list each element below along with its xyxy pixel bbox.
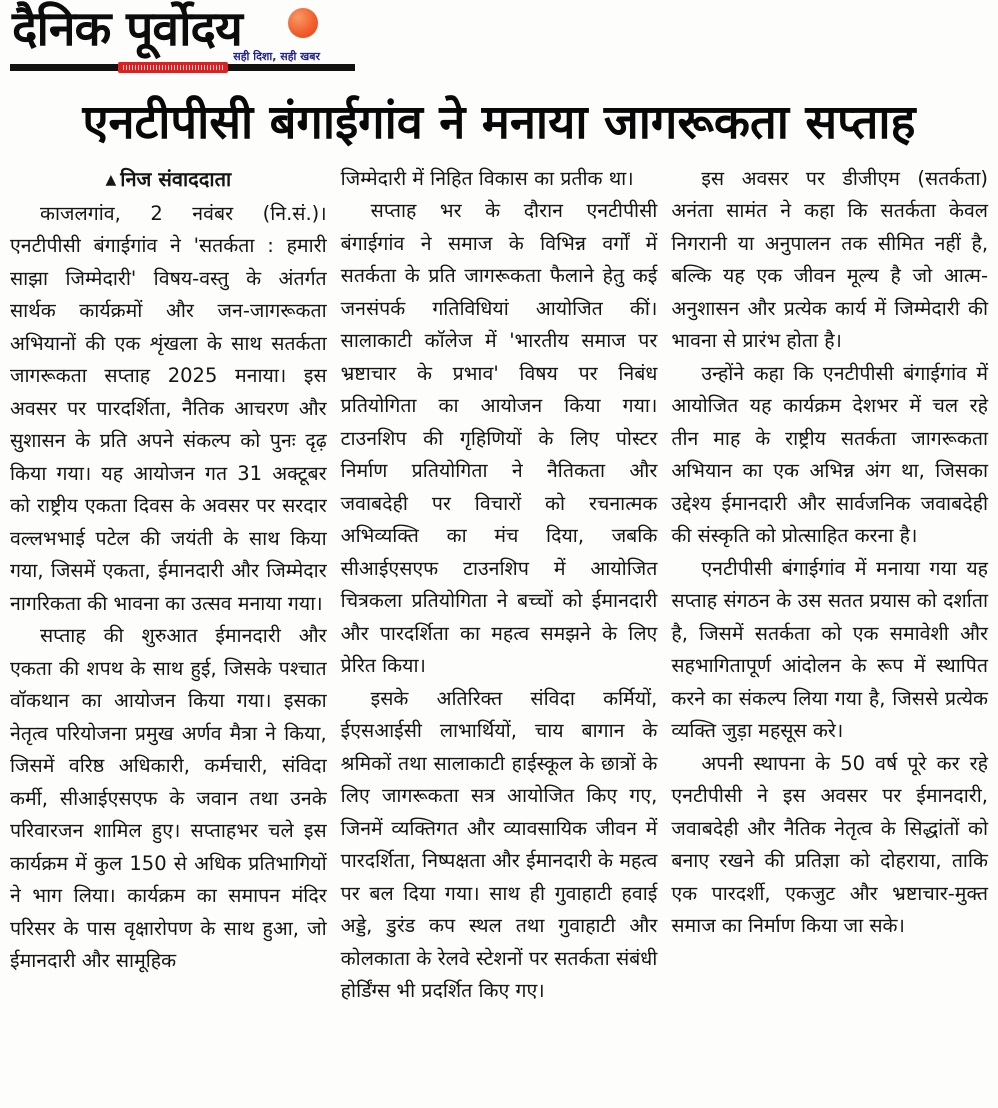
byline: [10, 163, 327, 198]
article-column: [10, 163, 327, 1008]
paragraph: इसके अतिरिक्त संविदा कर्मियों, ईएसआईसी लाभार्थियों, चाय बागान के श्रमिकों तथा सालाकाटी हाईस्कूल के छात्रों के लिए जागरूकता सत्र आयोजित किए गए, जिनमें व्यक्तिगत और व्यावसायिक जीवन में पारदर्शिता, निष्पक्षता और ईमानदारी के महत्व पर बल दिया गया। साथ ही गुवाहाटी हवाई अड्डे, डुरंड कप स्थल तथा गुवाहाटी और कोलकाता के रेलवे स्टेशनों पर सतर्कता संबंधी होर्डिंग्स भी प्रदर्शित किए गए।: [340, 686, 658, 1003]
paragraph: जिम्मेदारी में निहित विकास का प्रतीक था।: [340, 166, 634, 190]
paragraph: अपनी स्थापना के 50 वर्ष पूरे कर रहे एनटीपीसी ने इस अवसर पर ईमानदारी, जवाबदेही और नैतिक नेतृत्व के सिद्धांतों को बनाए रखने की प्रतिज्ञा को दोहराया, ताकि एक पारदर्शी, एकजुट और भ्रष्टाचार-मुक्त समाज का निर्माण किया जा सके।: [671, 751, 989, 938]
paragraph: काजलगांव, 2 नवंबर (नि.सं.)। एनटीपीसी बंगाईगांव ने 'सतर्कता : हमारी साझा जिम्मेदारी' विषय-वस्तु के अंतर्गत सार्थक कार्यक्रमों और जन-जागरूकता अभियानों की एक शृंखला के साथ सतर्कता जागरूकता सप्ताह 2025 मनाया। इस अवसर पर पारदर्शिता, नैतिक आचरण और सुशासन के प्रति अपने संकल्प को पुनः दृढ़ किया गया। यह आयोजन गत 31 अक्टूबर को राष्ट्रीय एकता दिवस के अवसर पर सरदार वल्लभभाई पटेल की जयंती के साथ किया गया, जिसमें एकता, ईमानदारी और जिम्मेदार नागरिकता की भावना का उत्सव मनाया गया।: [10, 201, 327, 615]
paragraph: उन्होंने कहा कि एनटीपीसी बंगाईगांव में आयोजित यह कार्यक्रम देशभर में चल रहे तीन माह के राष्ट्रीय सतर्कता जागरूकता अभियान का एक अभिन्न अंग था, जिसका उद्देश्य ईमानदारी और सार्वजनिक जवाबदेही की संस्कृति को प्रोत्साहित करना है।: [671, 361, 989, 548]
masthead-badge: [118, 62, 228, 73]
sun-icon: [288, 8, 318, 38]
masthead: [0, 0, 998, 86]
article-columns: [0, 163, 998, 1008]
masthead-tagline: सही दिशा, सही खबर: [233, 50, 320, 63]
paragraph: एनटीपीसी बंगाईगांव में मनाया गया यह सप्ताह संगठन के उस सतत प्रयास को दर्शाता है, जिसमें सतर्कता को एक समावेशी और सहभागितापूर्ण आंदोलन के रूप में स्थापित करने का संकल्प लिया गया है, जिससे प्रत्येक व्यक्ति जुड़ा महसूस करे।: [671, 556, 989, 743]
byline-triangle-icon: ▲: [105, 171, 117, 188]
paragraph: सप्ताह की शुरुआत ईमानदारी और एकता की शपथ के साथ हुई, जिसके पश्चात वॉकथान का आयोजन किया गया। इसका नेतृत्व परियोजना प्रमुख अर्णव मैत्रा ने किया, जिसमें वरिष्ठ अधिकारी, कर्मचारी, संविदा कर्मी, सीआईएसएफ के जवान तथा उनके परिवारजन शामिल हुए। सप्ताहभर चले इस कार्यक्रम में कुल 150 से अधिक प्रतिभागियों ने भाग लिया। कार्यक्रम का समापन मंदिर परिसर के पास वृक्षारोपण के साथ हुआ, जो ईमानदारी और सामूहिक: [10, 624, 327, 973]
paragraph: सप्ताह भर के दौरान एनटीपीसी बंगाईगांव ने समाज के विभिन्न वर्गों में सतर्कता के प्रति जागरूकता फैलाने हेतु कई जनसंपर्क गतिविधियां आयोजित कीं। सालाकाटी कॉलेज में 'भारतीय समाज पर भ्रष्टाचार के प्रभाव' विषय पर निबंध प्रतियोगिता का आयोजन किया गया। टाउनशिप की गृहिणियों के लिए पोस्टर निर्माण प्रतियोगिता ने नैतिकता और जवाबदेही पर विचारों को रचनात्मक अभिव्यक्ति का मंच दिया, जबकि सीआईएसएफ टाउनशिप में आयोजित चित्रकला प्रतियोगिता ने बच्चों को ईमानदारी और पारदर्शिता का महत्व समझने के लिए प्रेरित किया।: [340, 199, 658, 678]
paragraph: इस अवसर पर डीजीएम (सतर्कता) अनंता सामंत ने कहा कि सतर्कता केवल निगरानी या अनुपालन तक सीमित नहीं है, बल्कि यह एक जीवन मूल्य है जो आत्म-अनुशासन और प्रत्येक कार्य में जिम्मेदारी की भावना से प्रारंभ होता है।: [671, 166, 989, 353]
article-headline: एनटीपीसी बंगाईगांव ने मनाया जागरूकता सप्ताह: [82, 95, 916, 150]
byline-text: निज संवाददाता: [120, 166, 232, 191]
article-column: [671, 163, 988, 1008]
article-column: [341, 163, 658, 1008]
newspaper-logo: दैनिक पूर्वोदय: [12, 1, 242, 57]
